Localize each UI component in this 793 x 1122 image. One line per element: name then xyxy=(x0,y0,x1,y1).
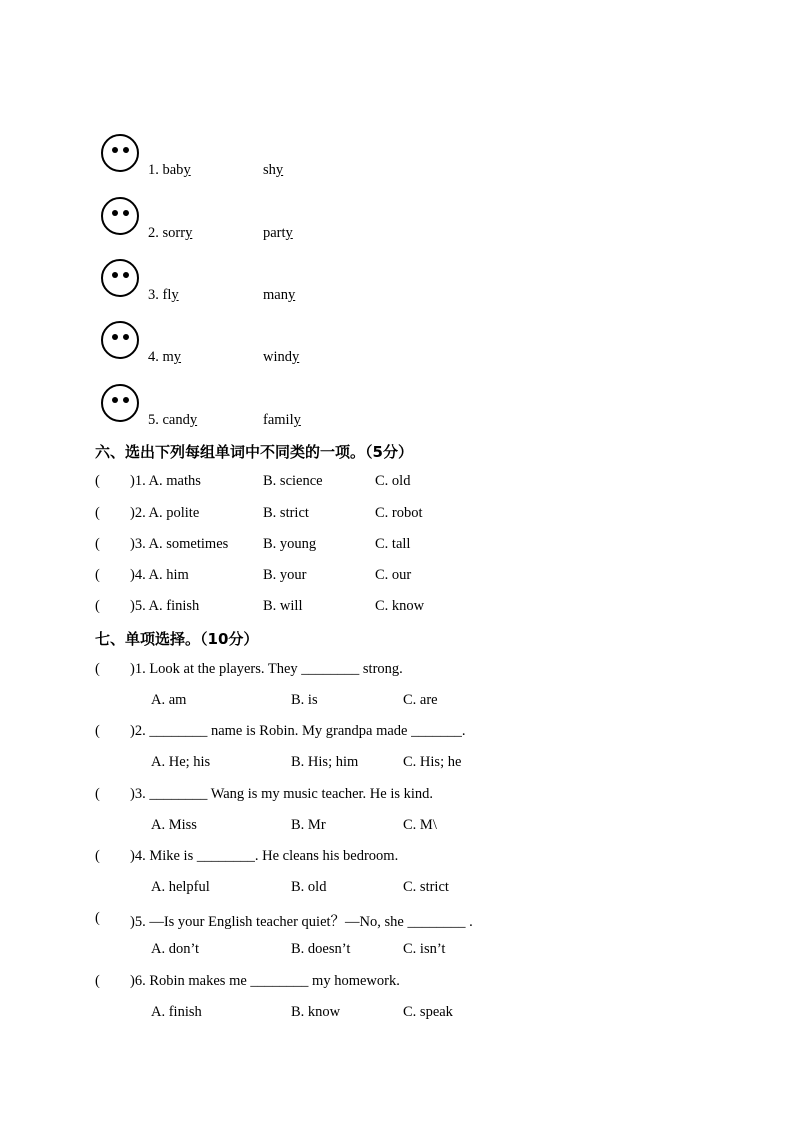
word-row-5-right: family xyxy=(263,412,301,428)
question-text: )2. A. polite xyxy=(130,505,200,521)
option-a: A. don’t xyxy=(151,941,200,957)
answer-paren[interactable]: ( xyxy=(95,723,100,739)
option-c: C. strict xyxy=(403,879,449,895)
option-b: B. old xyxy=(291,879,327,895)
option-c: C. know xyxy=(375,598,425,614)
option-b: B. young xyxy=(263,536,317,552)
word-row-2-left: 2. sorry xyxy=(148,225,193,241)
option-b: B. know xyxy=(291,1004,341,1020)
smiley-face-icon xyxy=(101,321,139,359)
question-text: )1. Look at the players. They ________ strong. xyxy=(130,661,403,677)
option-a: A. He; his xyxy=(151,754,211,770)
answer-paren[interactable]: ( xyxy=(95,786,100,802)
word-row-3-right: many xyxy=(263,287,296,303)
option-b: B. His; him xyxy=(291,754,359,770)
option-c: C. old xyxy=(375,473,411,489)
option-c: C. M\ xyxy=(403,817,437,833)
option-c: C. isn’t xyxy=(403,941,446,957)
smiley-face-icon xyxy=(101,134,139,172)
question-text: )6. Robin makes me ________ my homework. xyxy=(130,973,400,989)
answer-paren[interactable]: ( xyxy=(95,598,100,614)
option-c: C. speak xyxy=(403,1004,453,1020)
section-7-title: 七、单项选择。（10分） xyxy=(95,630,259,648)
answer-paren[interactable]: ( xyxy=(95,910,100,926)
option-a: A. am xyxy=(151,692,187,708)
word-row-3-left: 3. fly xyxy=(148,287,179,303)
answer-paren[interactable]: ( xyxy=(95,567,100,583)
question-text: )4. A. him xyxy=(130,567,189,583)
option-c: C. robot xyxy=(375,505,423,521)
option-a: A. Miss xyxy=(151,817,197,833)
option-a: A. helpful xyxy=(151,879,210,895)
option-c: C. tall xyxy=(375,536,411,552)
question-text: )1. A. maths xyxy=(130,473,201,489)
question-text: )5. A. finish xyxy=(130,598,200,614)
answer-paren[interactable]: ( xyxy=(95,505,100,521)
option-a: A. finish xyxy=(151,1004,202,1020)
option-b: B. science xyxy=(263,473,323,489)
option-b: B. will xyxy=(263,598,303,614)
section-6-title: 六、选出下列每组单词中不同类的一项。（5分） xyxy=(95,443,413,461)
question-text: )4. Mike is ________. He cleans his bedroom. xyxy=(130,848,399,864)
answer-paren[interactable]: ( xyxy=(95,473,100,489)
option-c: C. our xyxy=(375,567,412,583)
answer-paren[interactable]: ( xyxy=(95,973,100,989)
question-text: )3. A. sometimes xyxy=(130,536,229,552)
option-b: B. your xyxy=(263,567,307,583)
question-text: )5. —Is your English teacher quiet？—No, she ________ . xyxy=(130,914,473,930)
option-b: B. strict xyxy=(263,505,309,521)
question-text: )2. ________ name is Robin. My grandpa made _______. xyxy=(130,723,466,739)
question-text: )3. ________ Wang is my music teacher. He is kind. xyxy=(130,786,434,802)
word-row-1-right: shy xyxy=(263,162,284,178)
word-row-2-right: party xyxy=(263,225,293,241)
word-row-5-left: 5. candy xyxy=(148,412,198,428)
option-b: B. is xyxy=(291,692,318,708)
word-row-1-left: 1. baby xyxy=(148,162,191,178)
answer-paren[interactable]: ( xyxy=(95,661,100,677)
answer-paren[interactable]: ( xyxy=(95,848,100,864)
option-c: C. are xyxy=(403,692,438,708)
answer-paren[interactable]: ( xyxy=(95,536,100,552)
option-b: B. doesn’t xyxy=(291,941,351,957)
smiley-face-icon xyxy=(101,197,139,235)
option-c: C. His; he xyxy=(403,754,462,770)
word-row-4-right: windy xyxy=(263,349,300,365)
smiley-face-icon xyxy=(101,384,139,422)
word-row-4-left: 4. my xyxy=(148,349,182,365)
option-b: B. Mr xyxy=(291,817,326,833)
smiley-face-icon xyxy=(101,259,139,297)
